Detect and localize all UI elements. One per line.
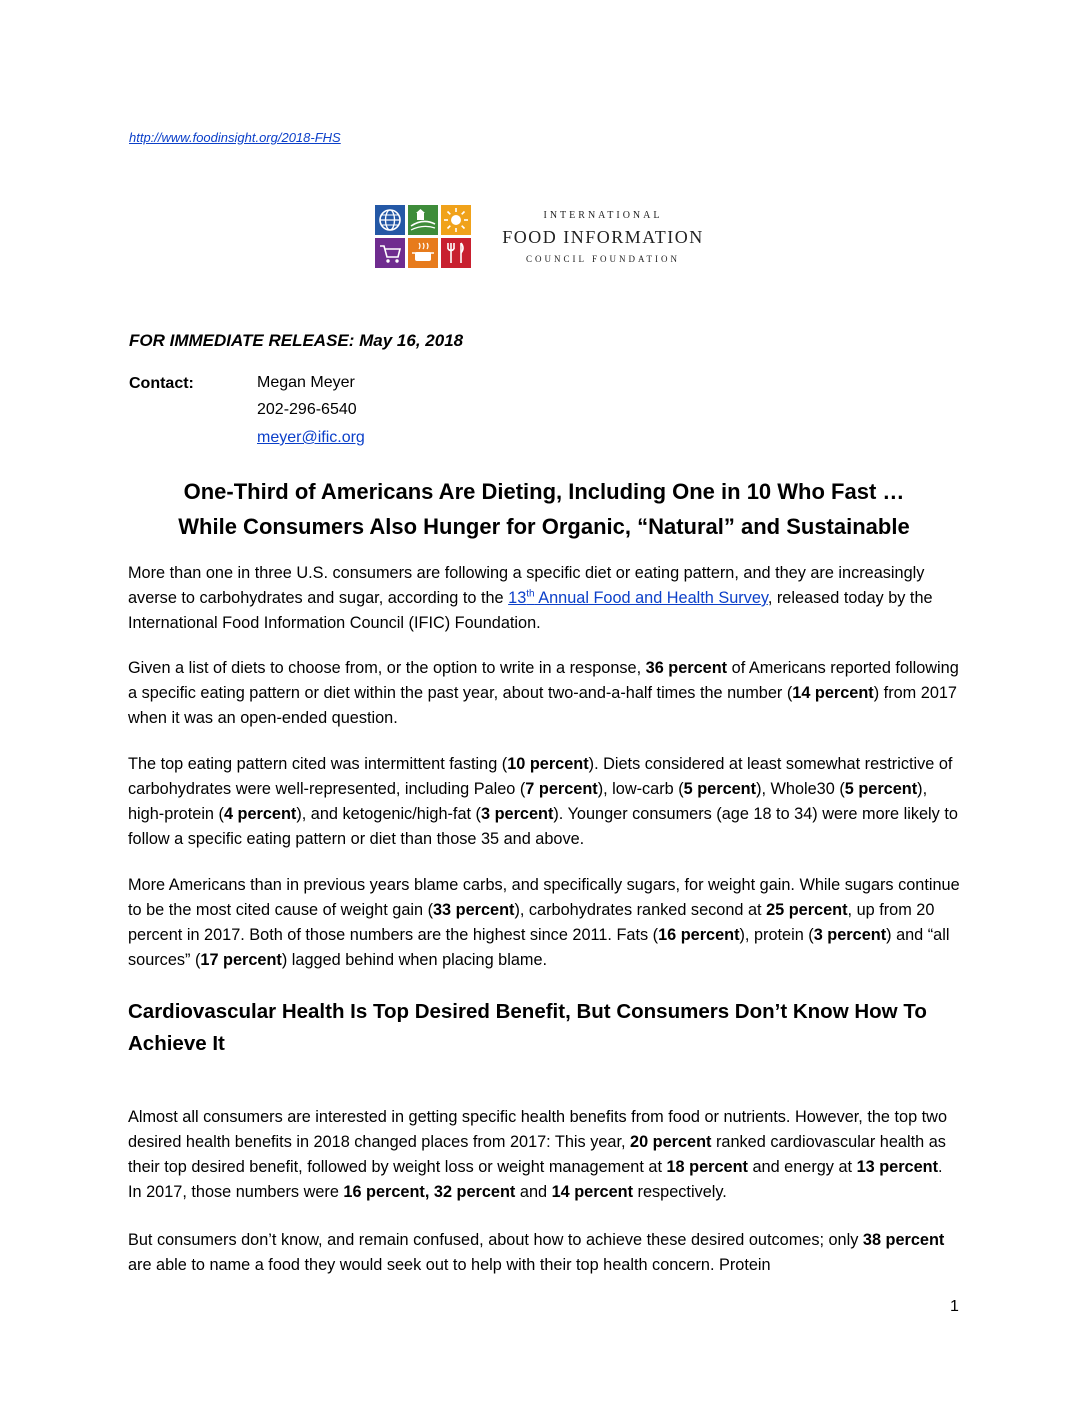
p5-text: . In 2017, those numbers were (128, 1158, 943, 1201)
contact-phone: 202-296-6540 (257, 401, 357, 418)
sun-icon (441, 205, 471, 235)
paragraph-4 (128, 873, 960, 973)
paragraph-5 (128, 1105, 960, 1205)
p5-stat: 16 percent, 32 percent (343, 1183, 516, 1201)
contact-label: Contact: (129, 375, 194, 392)
p3-text: ). Younger consumers (age 18 to 34) were more likely to follow a specific eating pattern or diet than those 35 and above. (128, 805, 958, 848)
p5-text: Almost all consumers are interested in getting specific health benefits from food or nutrients. However, the top two desired health benefits in 2018 changed places from 2017: This year, (128, 1108, 947, 1151)
p2-text: ) from 2017 when it was an open-ended question. (128, 684, 957, 727)
p5-stat: 20 percent (630, 1133, 712, 1151)
p5-text: and (515, 1183, 552, 1201)
p2-stat: 36 percent (645, 659, 728, 677)
p2-text: Given a list of diets to choose from, or the option to write in a response, (128, 659, 646, 677)
p5-text: respectively. (633, 1183, 727, 1201)
shopping-cart-icon (375, 238, 405, 268)
p5-text: ranked cardiovascular health as their top desired benefit, followed by weight loss or weight management at (128, 1133, 946, 1176)
p6-text: are able to name a food they would seek out to help with their top health concern. Protein (128, 1256, 771, 1274)
p3-text: ), high-protein ( (128, 780, 928, 823)
globe-icon (375, 205, 405, 235)
farm-field-icon (408, 205, 438, 235)
p1-text-before: More than one in three U.S. consumers are following a specific diet or eating pattern, and they are increasingly averse to carbohydrates and sugar, according to the (128, 564, 925, 607)
headline-line-1: One-Third of Americans Are Dieting, Including One in 10 Who Fast … (183, 479, 905, 504)
p6-stat: 38 percent (862, 1231, 945, 1249)
paragraph-6 (128, 1228, 960, 1278)
p4-stat: 3 percent (813, 926, 887, 944)
p5-stat: 13 percent (856, 1158, 939, 1176)
p5-text: and energy at (747, 1158, 857, 1176)
contact-email-link[interactable]: meyer@ific.org (257, 429, 365, 446)
p3-stat: 5 percent (844, 780, 918, 798)
p4-stat: 16 percent (658, 926, 740, 944)
p3-stat: 3 percent (480, 805, 554, 823)
p4-text: More Americans than in previous years blame carbs, and specifically sugars, for weight gain. While sugars continue to be the most cited cause of weight gain ( (128, 876, 960, 919)
p3-stat: 7 percent (525, 780, 598, 798)
source-url-link[interactable]: http://www.foodinsight.org/2018-FHS (129, 130, 341, 145)
survey-link-superscript: th (526, 588, 535, 600)
p3-text: ), and ketogenic/high-fat ( (296, 805, 481, 823)
logo-tile-grid (375, 205, 471, 271)
p4-text: ), protein ( (739, 926, 814, 944)
headline (108, 474, 980, 544)
p5-stat: 14 percent (551, 1183, 634, 1201)
survey-link-number: 13 (508, 589, 527, 607)
logo-line-council-foundation: COUNCIL FOUNDATION (526, 254, 680, 264)
headline-line-2: While Consumers Also Hunger for Organic, “Natural” and Sustainable (178, 514, 910, 539)
paragraph-3 (128, 752, 960, 852)
p3-stat: 4 percent (223, 805, 297, 823)
p3-stat: 5 percent (683, 780, 757, 798)
p6-text: But consumers don’t know, and remain confused, about how to achieve these desired outcomes; only (128, 1231, 863, 1249)
p1-text-after: , released today by the International Food Information Council (IFIC) Foundation. (128, 589, 933, 632)
p5-stat: 18 percent (666, 1158, 748, 1176)
logo-wordmark (483, 205, 723, 264)
logo-line-international: INTERNATIONAL (543, 210, 663, 221)
p4-text: ), carbohydrates ranked second at (514, 901, 767, 919)
p4-text: ) and “all sources” ( (128, 926, 950, 969)
ific-foundation-logo (375, 205, 720, 271)
p4-stat: 17 percent (200, 951, 282, 969)
contact-email-wrap (257, 429, 365, 447)
page-number: 1 (950, 1298, 959, 1315)
p3-text: ), low-carb ( (597, 780, 684, 798)
paragraph-1 (128, 561, 960, 636)
p3-stat: 10 percent (507, 755, 589, 773)
p3-text: The top eating pattern cited was intermittent fasting ( (128, 755, 508, 773)
p4-text: ) lagged behind when placing blame. (281, 951, 548, 969)
p4-stat: 25 percent (766, 901, 848, 919)
p3-text: ), Whole30 ( (756, 780, 845, 798)
survey-link[interactable] (508, 589, 768, 607)
logo-line-food-information: FOOD INFORMATION (502, 227, 704, 247)
section-subheading: Cardiovascular Health Is Top Desired Benefit, But Consumers Don’t Know How To Achieve It (128, 1000, 927, 1055)
p2-stat: 14 percent (792, 684, 874, 702)
release-date-line: FOR IMMEDIATE RELEASE: May 16, 2018 (129, 331, 464, 350)
survey-link-text: Annual Food and Health Survey (534, 589, 768, 607)
p2-text: of Americans reported following a specific eating pattern or diet within the past year, about two-and-a-half times the number ( (128, 659, 959, 702)
utensils-icon (441, 238, 471, 268)
paragraph-2 (128, 656, 960, 731)
contact-name: Megan Meyer (257, 374, 355, 391)
cooking-pot-icon (408, 238, 438, 268)
p3-text: ). Diets considered at least somewhat restrictive of carbohydrates were well-represented, including Paleo ( (128, 755, 953, 798)
p4-text: , up from 20 percent in 2017. Both of those numbers are the highest since 2011. Fats ( (128, 901, 935, 944)
p4-stat: 33 percent (433, 901, 515, 919)
